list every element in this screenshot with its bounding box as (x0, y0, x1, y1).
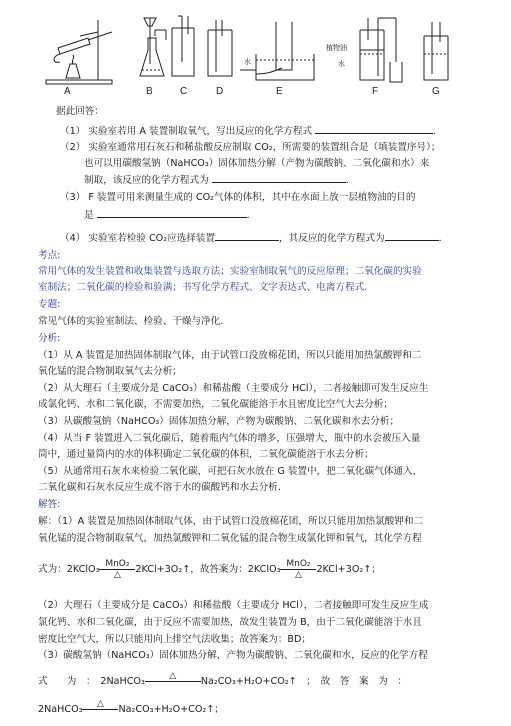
question-2-line3: 制取，该反应的化学方程式为 . (84, 172, 349, 188)
fenxi-line-6: （4）从当 F 装置进入二氧化碳后，随着瓶内气体的增多，压强增大，瓶中的水会被压入量 (38, 433, 421, 444)
question-1: （1） 实验室若用 A 装置制取氧气，写出反应的化学方程式 . (60, 123, 436, 139)
e-water-label: 水 (244, 58, 251, 66)
label-g: G (432, 86, 440, 96)
fenxi-line-2: 氧化锰的混合物制取氧气去分析； (38, 366, 182, 377)
fenxi-line-9: 二氧化碳和石灰水反应生成不溶于水的碳酸钙和水去分析. (38, 482, 281, 493)
fenxi-line-3: （2）从大理石（主要成分是 CaCO₃）和稀盐酸（主要成分 HCl），二者接触即可发生反应生 (38, 383, 429, 394)
label-d: D (216, 86, 224, 96)
label-c: C (180, 86, 188, 96)
intro-text: 据此回答： (56, 106, 104, 117)
reaction-arrow: MnO₂ △ (99, 562, 135, 576)
reaction-arrow: MnO₂ △ (280, 562, 316, 576)
answer-blank-2[interactable] (212, 172, 346, 183)
question-2: （2） 实验室通常用石灰石和稀盐酸反应制取 CO₂，所需要的装置组合是（填装置序号）； (60, 142, 441, 153)
kaodian-line-2: 室制法；二氧化碳的检验和验满；书写化学方程式、文字表达式、电离方程式. (38, 282, 368, 293)
label-f: F (372, 86, 379, 96)
fenxi-line-4: 成氯化钙、水和二氧化碳，不需要加热，二氧化碳能溶于水且密度比空气大去分析； (38, 399, 393, 410)
fenxi-heading: 分析: (38, 333, 61, 344)
jieda-line-5: 密度比空气大，所以只能用向上排空气法收集；故答案为：BD； (38, 634, 311, 645)
jieda-line-1: 解：（1）A 装置是加热固体制取气体，由于试管口没放棉花团，所以只能用加热氯酸钾和二 (38, 516, 424, 527)
fenxi-line-7: 筒中，通过量筒内的水的体积确定二氧化碳的体积，二氧化碳能溶于水去分析； (38, 449, 374, 460)
apparatus-e (240, 22, 314, 80)
f-water-label: 水 (338, 60, 345, 68)
apparatus-c (172, 16, 194, 76)
jieda-line-3: （2）大理石（主要成分是 CaCO₃）和稀盐酸（主要成分 HCl），二者接触即可发生反应生成 (38, 600, 429, 611)
zhuanti-heading: 专题: (38, 299, 61, 310)
jieda-heading: 解答: (38, 499, 61, 510)
zhuanti-text: 常见气体的实验室制法、检验、干燥与净化. (38, 316, 224, 327)
apparatus-a (46, 20, 112, 84)
answer-blank-4a[interactable] (215, 230, 279, 241)
question-3: （3） F 装置可用来测量生成的 CO₂气体的体积，其中在水面上放一层植物油的目的 (60, 192, 416, 203)
apparatus-g (424, 22, 448, 80)
equation-1: 式为：2KClO₃ MnO₂ △ 2KCl+3O₂↑，故答案为：2KClO₃ MnO₂ △ 2KCl+3O₂↑； (38, 559, 381, 580)
question-3-line2: 是 . (84, 207, 250, 223)
jieda-line-6: （3）碳酸氢钠（NaHCO₃）固体加热分解，产物为碳酸钠、二氧化碳和水，反应的化学方程 (38, 650, 428, 661)
equation-3: 2NaHCO₃ △ Na₂CO₃+H₂O+CO₂↑； (38, 699, 224, 715)
fenxi-line-5: （3）从碳酸氢钠（NaHCO₃）固体加热分解，产物为碳酸钠、二氧化碳和水去分析； (38, 416, 400, 427)
apparatus-figure (0, 0, 511, 96)
label-b: B (146, 86, 153, 96)
fenxi-line-8: （5）从通常用石灰水来检验二氧化碳，可把石灰水放在 G 装置中，把二氧化碳气体通入， (38, 466, 423, 477)
answer-blank-4b[interactable] (385, 230, 439, 241)
reaction-arrow: △ (82, 702, 118, 716)
equation-2: 式 为 ： 2NaHCO₃ △ Na₂CO₃+H₂O+CO₂↑ ； 故 答 案 为 ： (38, 671, 407, 687)
question-2-line2: 也可以用碳酸氢钠（NaHCO₃）固体加热分解（产物为碳酸钠、二氧化碳和水）来 (84, 158, 430, 169)
kaodian-line-1: 常用气体的发生装置和收集装置与选取方法；实验室制取氧气的反应原理；二氧化碳的实验 (38, 266, 422, 277)
answer-blank-1[interactable] (315, 123, 433, 134)
jieda-line-4: 氯化钙、水和二氧化碳，由于反应不需要加热，故发生装置为 B，由于二氧化碳能溶于水且 (38, 617, 422, 628)
apparatus-f (360, 18, 402, 82)
reaction-arrow: △ (145, 674, 201, 688)
jieda-line-2: 氧化锰的混合物制取氧气，加热氯酸钾和二氧化锰的混合物生成氯化钾和氧气，其化学方程 (38, 533, 422, 544)
answer-blank-3[interactable] (97, 207, 247, 218)
label-a: A (64, 86, 71, 96)
label-e: E (276, 86, 283, 96)
apparatus-d (208, 20, 232, 76)
f-oil-label: 植物油 (326, 44, 347, 52)
apparatus-b (140, 18, 166, 76)
kaodian-heading: 考点: (38, 250, 61, 261)
question-4: （4） 实验室若检验 CO₂应选择装置 ，其反应的化学方程式为 . (60, 230, 442, 246)
fenxi-line-1: （1）从 A 装置是加热固体制取气体，由于试管口没放棉花团，所以只能用加热氯酸钾和二 (38, 350, 422, 361)
